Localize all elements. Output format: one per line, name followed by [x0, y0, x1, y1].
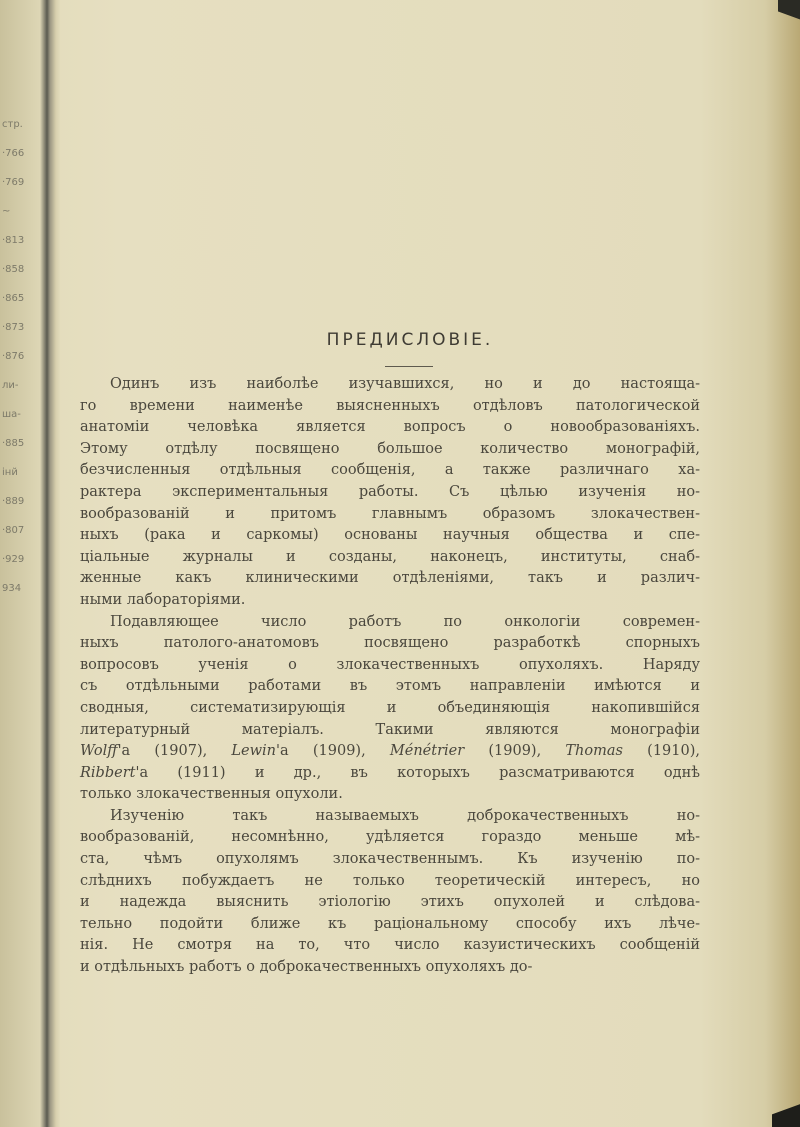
page-title: ПРЕДИСЛОВIЕ.	[326, 330, 494, 350]
text-line: го времени наименѣе выясненныхъ отдѣловъ патологической	[80, 397, 700, 414]
text-line: и надежда выяснить этiологiю этихъ опухолей и слѣдова-	[80, 894, 700, 911]
paragraph	[80, 612, 700, 806]
margin-mark: ша-	[2, 409, 21, 420]
margin-mark: ·813	[2, 235, 25, 246]
margin-mark: ·865	[2, 293, 25, 304]
margin-mark: ·929	[2, 554, 25, 565]
text-line: Одинъ изъ наиболѣе изучавшихся, но и до настояща-	[110, 376, 700, 392]
text-line: вообразованiй, несомнѣнно, удѣляется гораздо меньше мѣ-	[80, 829, 700, 846]
text-line: Ribbert'а (1911) и др., въ которыхъ разсматриваются однѣ	[80, 764, 700, 781]
text-line: Подавляющее число работъ по онкологiи современ-	[110, 613, 700, 630]
text-line: ными лабораторiями.	[80, 591, 246, 608]
margin-mark: стр.	[2, 119, 23, 130]
margin-mark: ·873	[2, 322, 25, 333]
text-line: и отдѣльныхъ работъ о доброкачественныхъ опухоляхъ до-	[80, 959, 533, 976]
text-line: ныхъ патолого-анатомовъ посвящено разработкѣ спорныхъ	[80, 635, 700, 652]
text-line: только злокачественныя опухоли.	[80, 786, 343, 803]
text-line: ныхъ (рака и саркомы) основаны научныя общества и спе-	[80, 527, 700, 544]
paragraph	[80, 806, 700, 979]
text-line: цiальные журналы и созданы, наконецъ, институты, снаб-	[80, 548, 700, 565]
margin-mark: ·876	[2, 351, 25, 362]
text-line: Wolff'а (1907), Lewin'а (1909), Ménétrier (1909), Thomas (1910),	[80, 743, 700, 760]
text-line: слѣднихъ побуждаетъ не только теоретическiй интересъ, но	[80, 872, 700, 889]
preface-text	[80, 374, 700, 979]
margin-mark: ·889	[2, 496, 25, 507]
text-line: Изученiю такъ называемыхъ доброкачественныхъ но-	[110, 807, 700, 824]
margin-mark: ·885	[2, 438, 25, 449]
margin-mark: ли-	[2, 380, 19, 391]
previous-page-margin-marks	[2, 110, 42, 603]
text-line: сводныя, систематизирующiя и объединяющiя накопившiйся	[80, 699, 700, 716]
text-line: литературный матерiалъ. Такими являются монографiи	[80, 721, 700, 738]
text-line: съ отдѣльными работами въ этомъ направленiи имѣются и	[80, 678, 700, 695]
text-line: безчисленныя отдѣльныя сообщенiя, а также различнаго ха-	[80, 462, 700, 479]
margin-mark: ·807	[2, 525, 25, 536]
text-line: Этому отдѣлу посвящено большое количество монографiй,	[80, 440, 700, 457]
page-corner-shadow-bottom	[772, 1087, 800, 1127]
page-corner-shadow	[778, 0, 800, 40]
text-line: тельно подойти ближе къ рацiональному способу ихъ лѣче-	[80, 915, 700, 932]
paragraph	[80, 374, 700, 612]
margin-mark: 934	[2, 583, 22, 594]
text-line: нiя. Не смотря на то, что число казуистическихъ сообщенiй	[80, 937, 700, 954]
margin-mark: ~	[2, 206, 11, 217]
text-line: вообразованiй и притомъ главнымъ образомъ злокачествен-	[80, 505, 700, 522]
margin-mark: ·766	[2, 148, 25, 159]
text-line: вопросовъ ученiя о злокачественныхъ опухоляхъ. Наряду	[80, 656, 700, 673]
title-divider	[385, 366, 433, 367]
margin-mark: iнй	[2, 467, 18, 478]
text-line: ста, чѣмъ опухолямъ злокачественнымъ. Къ изученiю по-	[80, 851, 700, 868]
text-line: анатомiи человѣка является вопросъ о новообразованiяхъ.	[80, 419, 700, 436]
text-line: рактера экспериментальныя работы. Съ цѣлью изученiя но-	[80, 483, 700, 500]
margin-mark: ·769	[2, 177, 25, 188]
text-line: женные какъ клиническими отдѣленiями, такъ и различ-	[80, 570, 700, 587]
margin-mark: ·858	[2, 264, 25, 275]
